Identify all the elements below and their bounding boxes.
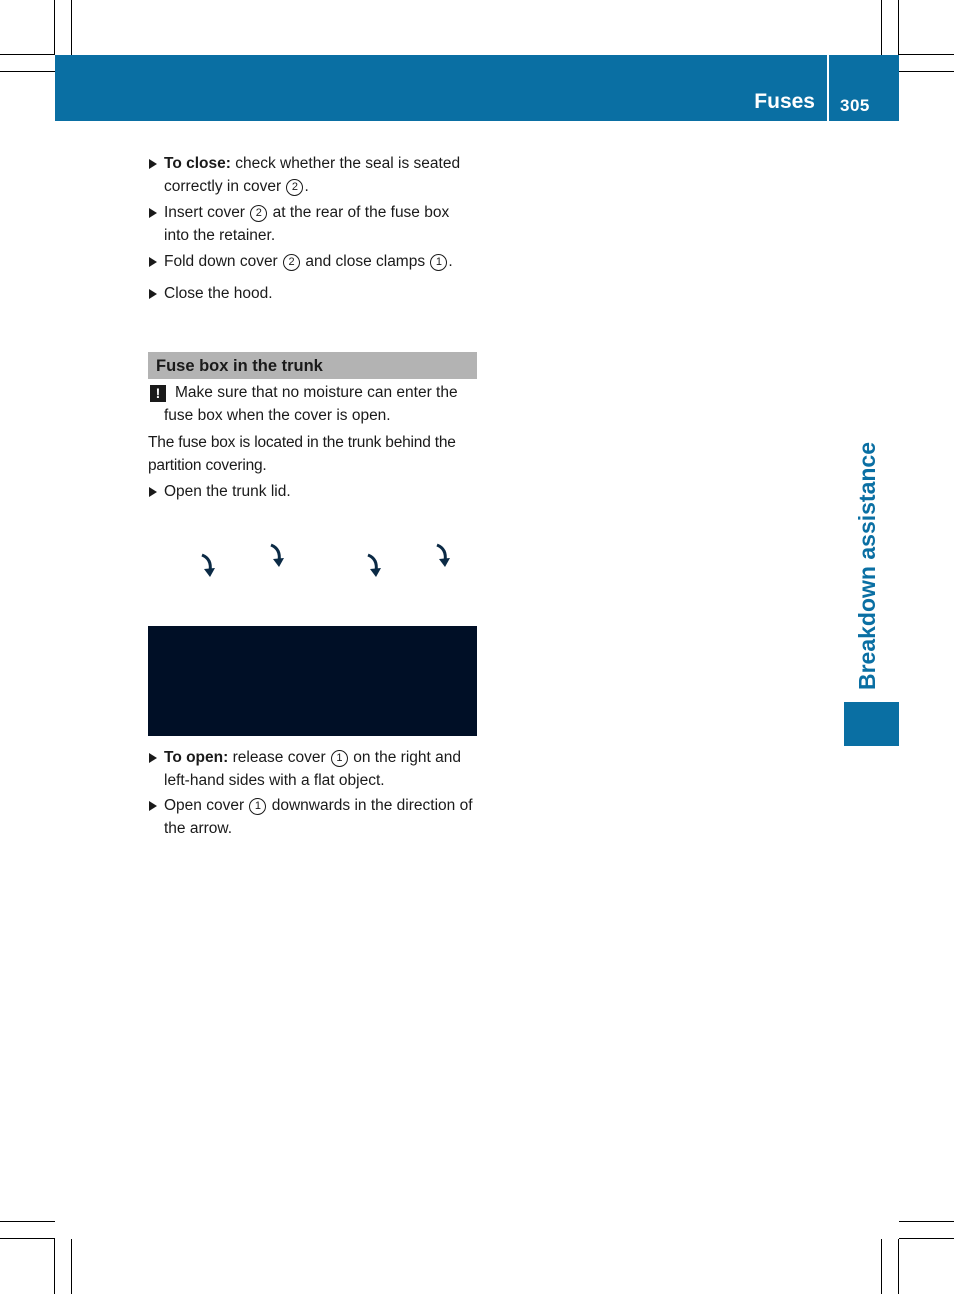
page-title: Fuses (754, 90, 815, 113)
header-bar (55, 55, 899, 121)
side-tab-label: Breakdown assistance (854, 441, 880, 690)
warning-text: Make sure that no moisture can enter the fuse box when the cover is open. (164, 384, 458, 424)
crop-mark (881, 0, 882, 55)
step-text: . (304, 177, 309, 195)
step-text: Open cover (164, 797, 249, 814)
step-lead: To close: (164, 155, 231, 172)
trunk-photo (148, 626, 477, 736)
step-bullet-icon (149, 289, 157, 299)
crop-mark (54, 1239, 55, 1294)
step-bullet-icon (149, 801, 157, 811)
step-bullet-icon (149, 753, 157, 763)
step-text: downwards in the direction of the arrow. (164, 797, 473, 837)
step-text: check whether the seal is seated correctly in cover (164, 155, 461, 195)
crop-mark (899, 71, 954, 72)
step-text: Close the hood. (164, 285, 273, 302)
step-text: Insert cover (164, 204, 250, 221)
step-text: and close clamps (301, 253, 430, 270)
side-tab-marker (844, 702, 899, 746)
crop-mark (898, 0, 899, 55)
step-bullet-icon (149, 159, 157, 169)
crop-mark (899, 1238, 954, 1239)
crop-mark (898, 1239, 899, 1294)
curved-down-arrow-icon (433, 541, 453, 571)
callout-number: 1 (249, 798, 266, 815)
curved-down-arrow-icon (364, 551, 384, 581)
step-close-hood (148, 283, 478, 306)
crop-mark (71, 0, 72, 55)
page-number: 305 (840, 96, 870, 115)
crop-mark (0, 71, 55, 72)
step-lead: To open: (164, 749, 229, 766)
step-open-trunk (148, 481, 478, 504)
callout-number: 1 (331, 750, 348, 767)
callout-number: 2 (250, 205, 267, 222)
header-divider (827, 55, 829, 121)
section-title: Fuse box in the trunk (156, 357, 323, 375)
crop-mark (0, 54, 55, 55)
step-text: . (448, 253, 453, 270)
crop-mark (0, 1238, 55, 1239)
step-bullet-icon (149, 208, 157, 218)
section-heading (148, 352, 477, 379)
step-bullet-icon (149, 257, 157, 267)
location-paragraph: The fuse box is located in the trunk behind the partition covering. (148, 434, 456, 474)
crop-mark (54, 0, 55, 55)
step-insert-cover (148, 202, 478, 247)
step-fold-down (148, 251, 478, 274)
step-text: at the rear of the fuse box into the retainer. (164, 204, 450, 244)
warning-note (148, 382, 478, 427)
step-text: Open the trunk lid. (164, 483, 291, 500)
step-bullet-icon (149, 487, 157, 497)
curved-down-arrow-icon (198, 551, 218, 581)
step-text: Fold down cover (164, 253, 283, 270)
callout-number: 2 (286, 179, 303, 196)
crop-mark (881, 1239, 882, 1294)
step-to-open (148, 747, 478, 792)
step-text: on the right and left-hand sides with a flat object. (164, 749, 461, 789)
callout-number: 1 (430, 254, 447, 271)
callout-number: 2 (283, 254, 300, 271)
exclamation-icon: ! (150, 385, 166, 402)
crop-mark (899, 1221, 954, 1222)
crop-mark (899, 54, 954, 55)
step-text: release cover (228, 749, 330, 766)
curved-down-arrow-icon (267, 541, 287, 571)
crop-mark (71, 1239, 72, 1294)
step-to-close (148, 153, 478, 198)
step-open-cover (148, 795, 478, 840)
crop-mark (0, 1221, 55, 1222)
